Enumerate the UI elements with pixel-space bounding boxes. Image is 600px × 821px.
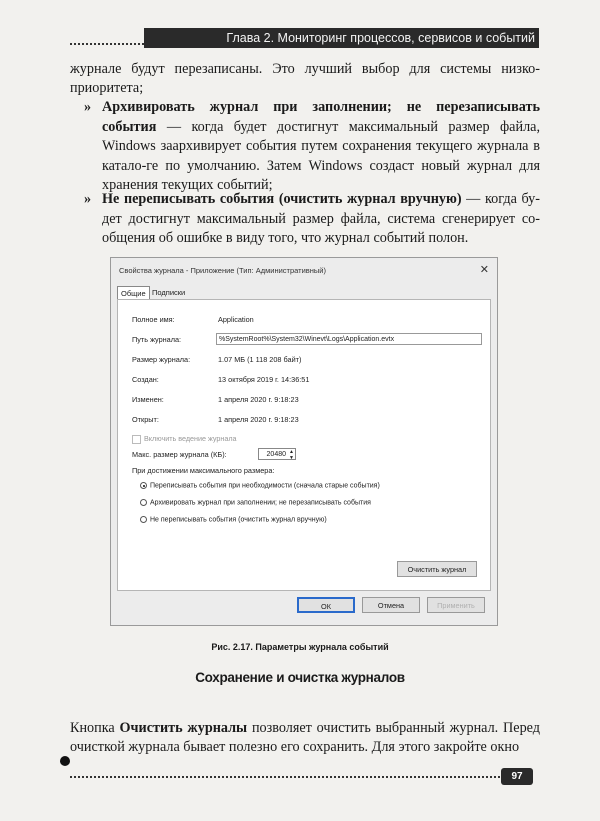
- on-max-size-label: При достижении максимального размера:: [132, 466, 275, 475]
- bullet-bold: Не переписывать события (очистить журнал вручную): [102, 191, 462, 207]
- radio-label: Архивировать журнал при заполнении; не перезаписывать события: [150, 499, 371, 507]
- field-label-size: Размер журнала:: [132, 355, 191, 364]
- bullet-archive: [70, 98, 540, 196]
- bullet-bold: Архивировать журнал при заполнении; не перезаписывать события: [102, 99, 540, 135]
- radio-icon: [140, 499, 147, 506]
- field-label-path: Путь журнала:: [132, 335, 182, 344]
- max-size-label: Макс. размер журнала (КБ):: [132, 450, 227, 459]
- bullet-text: — когда бу-дет достигнут максимальный размер файла, система сгенерирует со-общения об ошибке в виду того, что журнал событий полон.: [102, 191, 540, 246]
- radio-selected-icon: [140, 482, 147, 489]
- radio-label: Не переписывать события (очистить журнал вручную): [150, 516, 327, 524]
- field-label-modified: Изменен:: [132, 395, 164, 404]
- field-label-created: Создан:: [132, 375, 159, 384]
- log-path-input[interactable]: %SystemRoot%\System32\Winevt\Logs\Application.evtx: [216, 333, 482, 345]
- field-value-created: 13 октября 2019 г. 14:36:51: [218, 375, 310, 384]
- header-dotted-rule: [70, 43, 144, 45]
- bullet-mark: »: [84, 191, 92, 207]
- clear-log-button[interactable]: Очистить журнал: [397, 561, 477, 577]
- max-size-stepper[interactable]: [258, 448, 296, 460]
- enable-logging-label: Включить ведение журнала: [144, 434, 237, 443]
- field-value-fullname: Application: [218, 315, 254, 324]
- section-title: Сохранение и очистка журналов: [195, 670, 405, 685]
- checkbox-icon: [132, 435, 141, 444]
- field-label-fullname: Полное имя:: [132, 315, 175, 324]
- tab-subscriptions[interactable]: Подписки: [152, 288, 186, 297]
- paragraph-top: журнале будут перезаписаны. Это лучший выбор для системы низко-приоритета;: [70, 61, 540, 96]
- figure-caption: Рис. 2.17. Параметры журнала событий: [211, 642, 389, 652]
- paragraph-bold: Очистить журналы: [119, 720, 248, 736]
- paragraph-last: [70, 719, 540, 757]
- max-size-value: 20480: [266, 451, 286, 458]
- field-label-accessed: Открыт:: [132, 415, 159, 424]
- paragraph-pre: Кнопка: [70, 720, 120, 736]
- enable-logging-checkbox[interactable]: [132, 434, 237, 444]
- field-value-modified: 1 апреля 2020 г. 9:18:23: [218, 395, 299, 404]
- footer-dotted-rule: [70, 776, 500, 778]
- chapter-header: Глава 2. Мониторинг процессов, сервисов и событий: [144, 28, 539, 48]
- bullet-no-overwrite: [70, 190, 540, 249]
- field-value-accessed: 1 апреля 2020 г. 9:18:23: [218, 415, 299, 424]
- cancel-button[interactable]: Отмена: [362, 597, 420, 613]
- stepper-arrows-icon[interactable]: ▲ ▼: [289, 449, 294, 461]
- radio-do-not-overwrite[interactable]: [140, 516, 327, 523]
- close-icon[interactable]: ✕: [479, 264, 489, 276]
- field-value-size: 1.07 МБ (1 118 208 байт): [218, 355, 302, 364]
- log-properties-dialog: [110, 257, 498, 626]
- paragraph-rest: позволяет очистить выбранный журнал. Перед очисткой журнала бывает полезно его сохранить. Для этого закройте окно: [70, 720, 540, 755]
- radio-overwrite[interactable]: [140, 482, 380, 489]
- ok-button[interactable]: ОК: [297, 597, 355, 613]
- tab-general[interactable]: Общие: [117, 286, 150, 300]
- general-panel: [117, 299, 491, 591]
- radio-label: Переписывать события при необходимости (сначала старые события): [150, 482, 380, 490]
- bullet-mark: »: [84, 99, 92, 115]
- dialog-title: Свойства журнала - Приложение (Тип: Административный): [119, 266, 326, 275]
- footer-bullet-dot: [60, 756, 70, 766]
- radio-archive[interactable]: [140, 499, 371, 506]
- bullet-text: — когда будет достигнут максимальный размер файла, Windows заархивирует события путем сохранения текущего журнала в катало-ге по умолчанию. Затем Windows создаст новый журнал для хранения текущих событий;: [102, 118, 540, 193]
- radio-icon: [140, 516, 147, 523]
- page-number: 97: [501, 768, 533, 785]
- apply-button[interactable]: Применить: [427, 597, 485, 613]
